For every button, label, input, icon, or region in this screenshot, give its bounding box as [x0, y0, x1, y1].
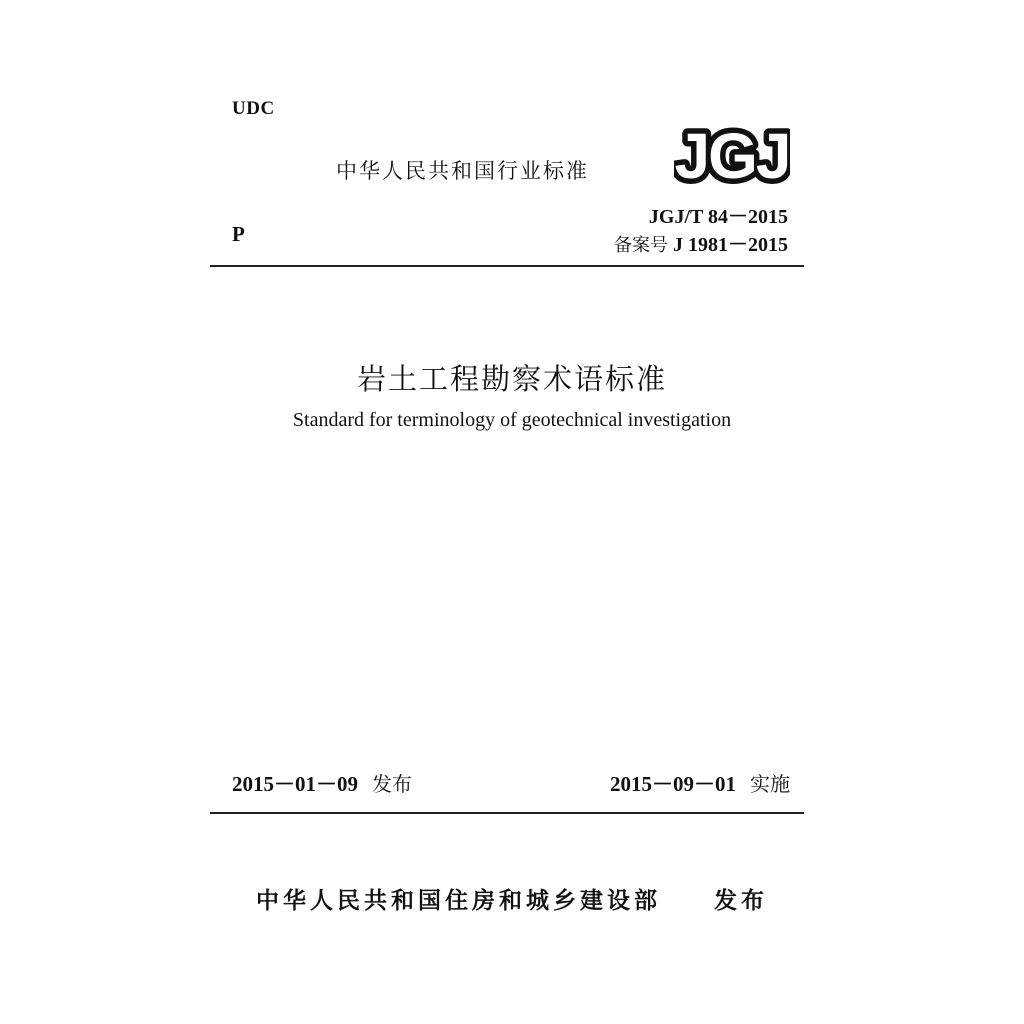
title-chinese: 岩土工程勘察术语标准: [356, 362, 667, 396]
classification-code: P: [232, 222, 245, 246]
publisher-action: 发布: [714, 888, 768, 914]
publisher-name: 中华人民共和国住房和城乡建设部: [256, 888, 661, 914]
bottom-divider: [210, 812, 804, 814]
industry-standard-heading: 中华人民共和国行业标准: [336, 159, 589, 183]
issue-label: 发布: [372, 772, 412, 796]
standard-code: JGJ/T 84－2015: [648, 206, 788, 228]
title-english: Standard for terminology of geotechnical investigation: [292, 409, 732, 431]
record-number-label: 备案号: [614, 235, 668, 256]
issue-date: 2015－01－09: [232, 772, 358, 796]
effective-date: 2015－09－01: [610, 772, 736, 796]
jgj-logo-icon: [674, 124, 790, 184]
effective-date-line: [610, 768, 790, 798]
effective-label: 实施: [750, 772, 790, 796]
record-number-value: J 1981－2015: [673, 234, 788, 256]
issue-date-line: [232, 768, 412, 798]
top-divider: [210, 265, 804, 267]
jgj-logo-text: JGJ: [674, 124, 790, 184]
udc-label: UDC: [232, 98, 275, 119]
record-number-line: [614, 228, 788, 257]
